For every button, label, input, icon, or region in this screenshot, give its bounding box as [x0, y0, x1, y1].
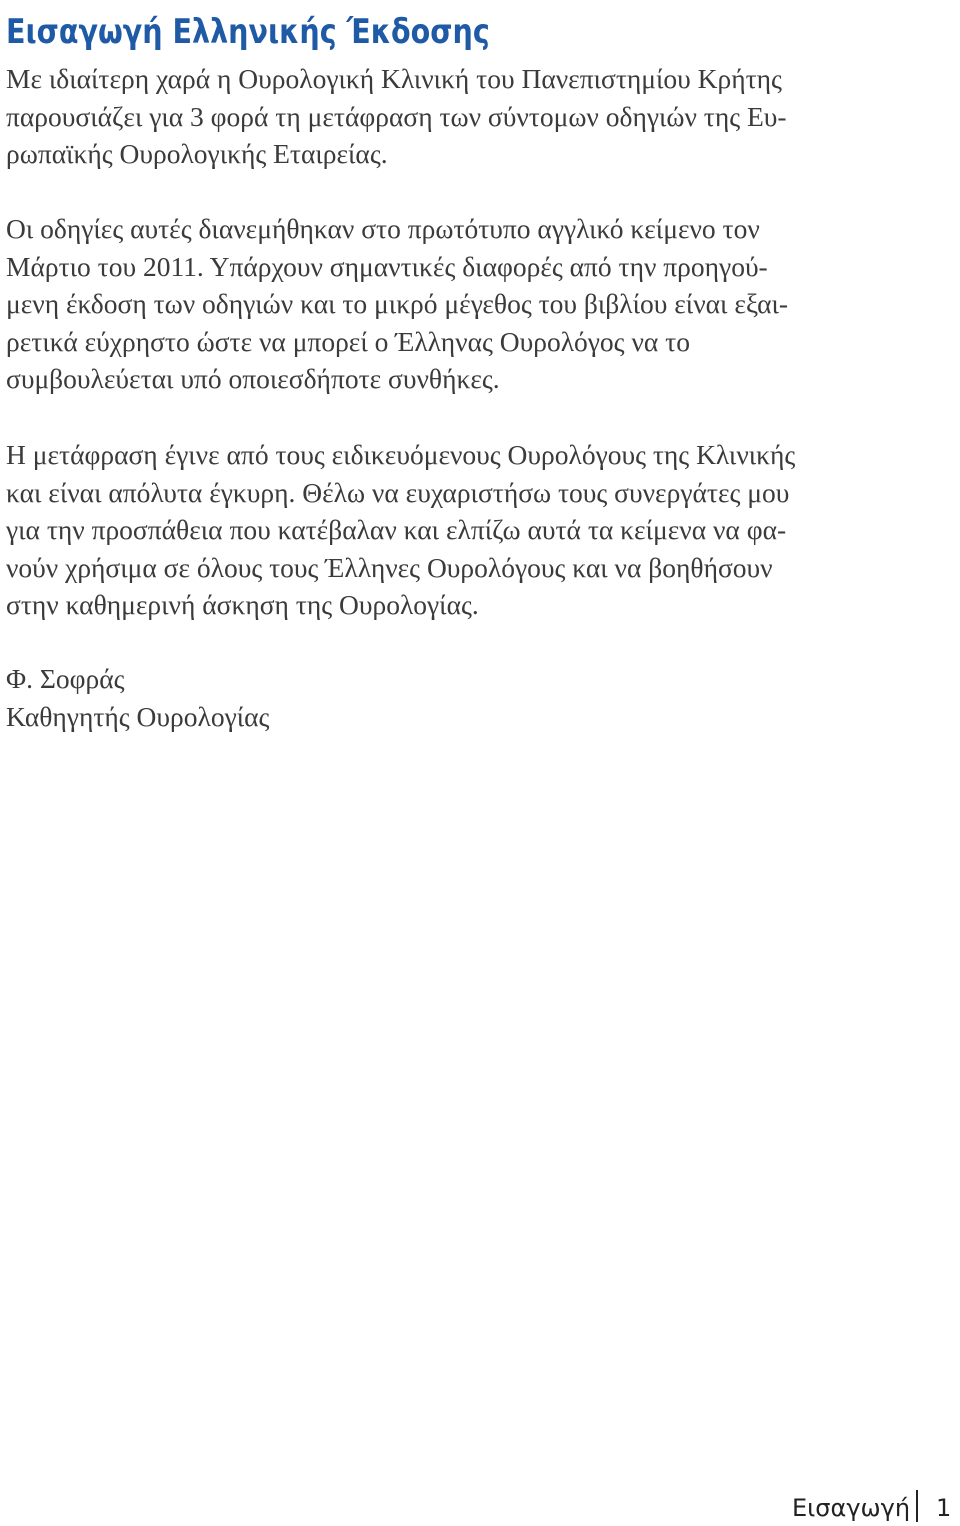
paragraph-line: Η μετάφραση έγινε από τους ειδικευόμενους Ουρολόγους της Κλινικής: [6, 439, 796, 470]
paragraph-guidelines: [6, 210, 886, 398]
signature-block: [6, 660, 886, 735]
paragraph-line: και είναι απόλυτα έγκυρη. Θέλω να ευχαριστήσω τους συνεργάτες μου: [6, 476, 790, 508]
paragraph-intro: [6, 60, 886, 173]
paragraph-line: Οι οδηγίες αυτές διανεμήθηκαν στο πρωτότυπο αγγλικό κείμενο τον: [6, 213, 760, 244]
footer-page-number: 1: [936, 1494, 952, 1522]
paragraph-line: Μάρτιο του 2011. Υπάρχουν σημαντικές διαφορές από την προηγού-: [6, 250, 768, 282]
paragraph-line: παρουσιάζει για 3 φορά τη μετάφραση των σύντομων οδηγιών της Ευ-: [6, 100, 787, 132]
signature-name: Φ. Σοφράς: [6, 663, 125, 694]
paragraph-line: Με ιδιαίτερη χαρά η Ουρολογική Κλινική του Πανεπιστημίου Κρήτης: [6, 63, 782, 94]
paragraph-line: συμβουλεύεται υπό οποιεσδήποτε συνθήκες.: [6, 363, 500, 395]
paragraph-line: για την προσπάθεια που κατέβαλαν και ελπίζω αυτά τα κείμενα να φα-: [6, 514, 787, 546]
paragraph-line: νούν χρήσιμα σε όλους τους Έλληνες Ουρολόγους και να βοηθήσουν: [6, 551, 773, 583]
signature-role: Καθηγητής Ουρολογίας: [6, 700, 270, 732]
paragraph-line: στην καθημερινή άσκηση της Ουρολογίας.: [6, 589, 479, 621]
paragraph-line: ρωπαϊκής Ουρολογικής Εταιρείας.: [6, 138, 388, 170]
footer-divider: [916, 1490, 918, 1522]
page-title: Εισαγωγή Ελληνικής Έκδοσης: [6, 12, 490, 52]
paragraph-translation: [6, 436, 886, 624]
paragraph-line: ρετικά εύχρηστο ώστε να μπορεί ο Έλληνας Ουρολόγος να το: [6, 325, 690, 357]
paragraph-line: μενη έκδοση των οδηγιών και το μικρό μέγεθος του βιβλίου είναι εξαι-: [6, 288, 789, 320]
footer-section-title: Εισαγωγή: [792, 1494, 911, 1522]
